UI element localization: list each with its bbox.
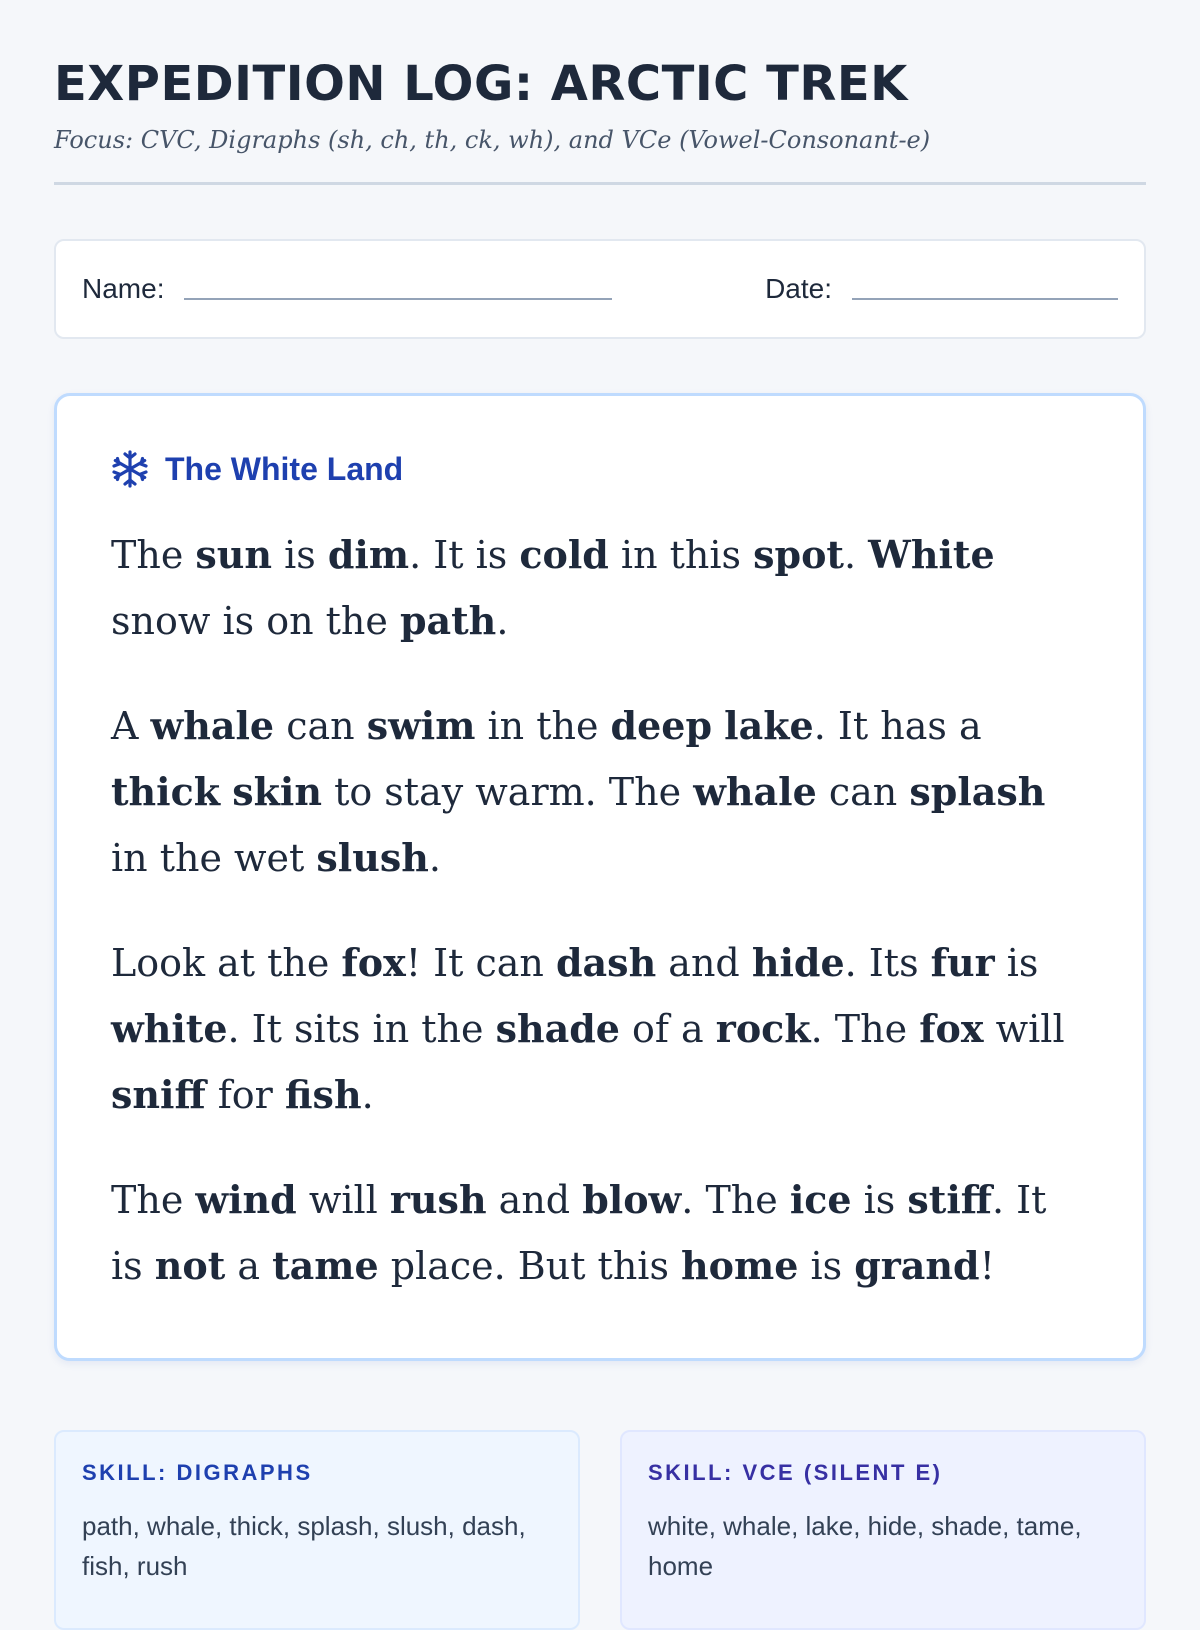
story-paragraph (111, 930, 1089, 1128)
date-field (765, 273, 1118, 305)
skill-card-vce (620, 1430, 1146, 1630)
target-word: whale (693, 769, 817, 814)
story-text: in the (475, 704, 611, 748)
target-word: ice (789, 1177, 852, 1222)
story-paragraph (111, 693, 1089, 891)
target-word: swim (366, 703, 476, 748)
story-text: can (274, 704, 367, 748)
date-blank-line[interactable] (852, 298, 1118, 300)
target-word: splash (909, 769, 1046, 814)
target-word: stiff (907, 1177, 992, 1222)
target-word: slush (316, 835, 429, 880)
page-title: EXPEDITION LOG: ARCTIC TREK (54, 56, 908, 112)
story-text: in this (608, 533, 754, 577)
story-text: A (111, 704, 151, 748)
target-word: spot (753, 532, 844, 577)
target-word: lake (724, 703, 814, 748)
skill-word-list: white, whale, lake, hide, shade, tame, home (648, 1511, 1082, 1581)
target-word: tame (272, 1243, 379, 1288)
target-word: path (399, 598, 497, 643)
story-text: . (843, 533, 869, 577)
target-word: grand (854, 1243, 980, 1288)
story-text: and (656, 941, 752, 985)
story-text: . Its (844, 941, 931, 985)
target-word: cold (519, 532, 609, 577)
story-text: in the wet (111, 836, 317, 880)
story-text: . (496, 599, 509, 643)
target-word: sniff (111, 1072, 206, 1117)
target-word: fox (341, 940, 406, 985)
snowflake-icon (111, 450, 149, 488)
story-text (712, 704, 724, 748)
story-text: Look at the (111, 941, 342, 985)
story-text: is (851, 1178, 908, 1222)
story-text: for (205, 1073, 285, 1117)
story-text: The (111, 533, 196, 577)
story-text: . It has a (813, 704, 982, 748)
skill-title: SKILL: VCE (SILENT E) (648, 1460, 943, 1485)
story-text: . (428, 836, 441, 880)
story-text: place. But this (378, 1244, 682, 1288)
target-word: fur (930, 940, 995, 985)
story-text (220, 770, 232, 814)
story-text: is (798, 1244, 855, 1288)
target-word: fox (919, 1006, 984, 1051)
skill-card-digraphs (54, 1430, 580, 1630)
target-word: home (681, 1243, 799, 1288)
story-text: is (994, 941, 1039, 985)
story-text: is (272, 533, 328, 577)
story-text: snow is on the (111, 599, 400, 643)
story-text: to stay warm. The (321, 770, 694, 814)
story-text: ! It can (405, 941, 556, 985)
target-word: fish (284, 1072, 362, 1117)
story-text: can (816, 770, 910, 814)
target-word: wind (195, 1177, 297, 1222)
story-heading (111, 450, 1089, 488)
target-word: whale (150, 703, 275, 748)
name-label: Name: (82, 273, 165, 304)
target-word: skin (232, 769, 322, 814)
target-word: white (111, 1006, 228, 1051)
story-text: will (983, 1007, 1065, 1051)
story-text: ! (979, 1244, 995, 1288)
story-text: . It sits in the (227, 1007, 496, 1051)
target-word: rush (389, 1177, 487, 1222)
story-text: The (111, 1178, 196, 1222)
target-word: shade (495, 1006, 620, 1051)
target-word: rock (715, 1006, 811, 1051)
skills-row (54, 1430, 1146, 1630)
name-blank-line[interactable] (184, 298, 612, 300)
target-word: dim (327, 532, 410, 577)
date-label: Date: (765, 273, 832, 304)
story-text: . (361, 1073, 374, 1117)
student-info-card (54, 239, 1146, 339)
target-word: deep (610, 703, 713, 748)
story-text: . The (681, 1178, 790, 1222)
story-text: . The (810, 1007, 920, 1051)
target-word: White (868, 532, 995, 577)
target-word: thick (111, 769, 221, 814)
skill-word-list: path, whale, thick, splash, slush, dash, fish, rush (82, 1511, 526, 1581)
story-paragraph (111, 1167, 1089, 1299)
story-text: and (486, 1178, 583, 1222)
story-text: . It is (409, 533, 520, 577)
skill-title: SKILL: DIGRAPHS (82, 1460, 313, 1485)
story-paragraph (111, 522, 1089, 654)
name-field (82, 273, 612, 305)
story-title: The White Land (165, 450, 404, 487)
target-word: not (154, 1243, 226, 1288)
header-divider (54, 182, 1146, 185)
story-text: will (296, 1178, 390, 1222)
story-text: of a (619, 1007, 716, 1051)
target-word: hide (751, 940, 845, 985)
story-text: . It is (111, 1178, 1047, 1288)
target-word: sun (195, 532, 273, 577)
page-subtitle: Focus: CVC, Digraphs (sh, ch, th, ck, wh), and VCe (Vowel-Consonant-e) (54, 126, 931, 154)
target-word: blow (582, 1177, 682, 1222)
target-word: dash (555, 940, 657, 985)
story-card (54, 393, 1146, 1361)
story-text: a (225, 1244, 273, 1288)
